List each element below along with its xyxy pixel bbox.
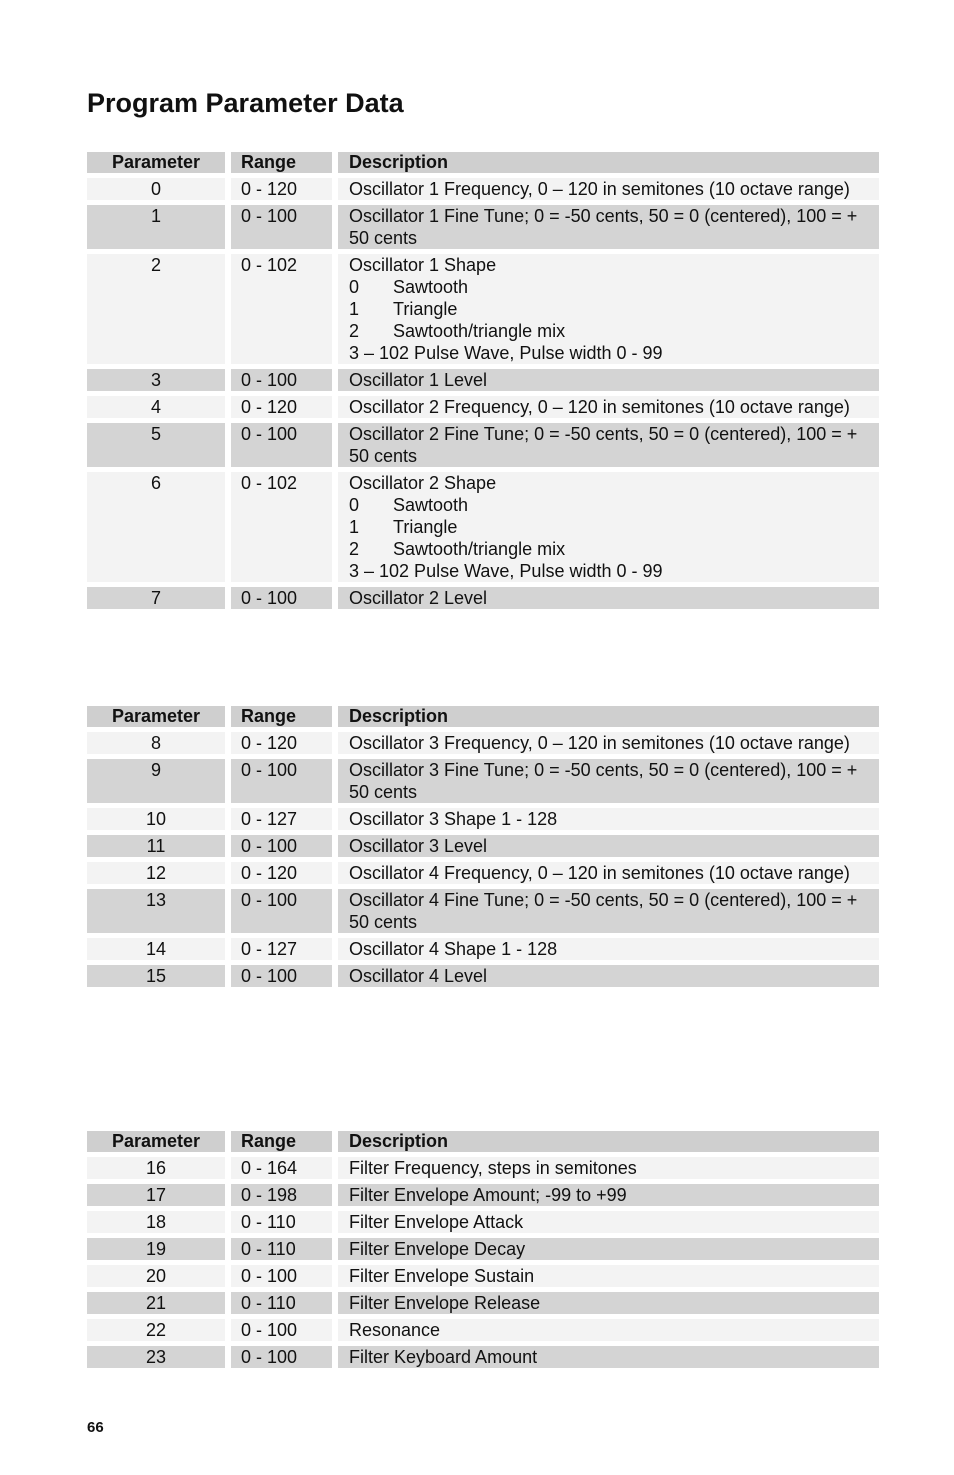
parameter-description: [338, 396, 879, 418]
parameter-number: 23: [87, 1346, 225, 1368]
parameter-range: 0 - 100: [231, 965, 332, 987]
shape-option-value: 2: [349, 539, 360, 559]
parameter-description: [338, 1157, 879, 1179]
table-row: [87, 889, 879, 933]
parameter-range: 0 - 198: [231, 1184, 332, 1206]
table-row: [87, 1292, 879, 1314]
parameter-range: 0 - 100: [231, 889, 332, 933]
shape-option-value: 2: [349, 321, 360, 341]
parameter-range: 0 - 127: [231, 808, 332, 830]
description-text: Oscillator 2 Level: [349, 588, 488, 608]
parameter-description: [338, 808, 879, 830]
parameter-number: 0: [87, 178, 225, 200]
table-row: [87, 835, 879, 857]
description-text: Oscillator 1 Fine Tune; 0 = -50 cents, 50 = 0 (centered), 100 = + 50 cents: [349, 206, 858, 248]
description-text: Oscillator 3 Shape 1 - 128: [349, 809, 558, 829]
header-description: Description: [338, 706, 879, 727]
parameter-range: 0 - 100: [231, 369, 332, 391]
parameter-description: [338, 1211, 879, 1233]
parameter-number: 16: [87, 1157, 225, 1179]
table-row: [87, 587, 879, 609]
parameter-number: 4: [87, 396, 225, 418]
table-row: [87, 396, 879, 418]
parameter-description: [338, 472, 879, 582]
parameter-range: 0 - 100: [231, 759, 332, 803]
parameter-range: 0 - 110: [231, 1292, 332, 1314]
parameter-description: [338, 862, 879, 884]
parameter-number: 17: [87, 1184, 225, 1206]
parameter-range: 0 - 100: [231, 1265, 332, 1287]
page-number: 66: [87, 1419, 104, 1436]
shape-option: [349, 298, 871, 320]
shape-option: [349, 516, 871, 538]
parameter-description: [338, 1346, 879, 1368]
parameter-number: 21: [87, 1292, 225, 1314]
parameter-description: [338, 423, 879, 467]
parameter-range: 0 - 164: [231, 1157, 332, 1179]
table-header-row: [87, 706, 879, 727]
description-text: Filter Envelope Amount; -99 to +99: [349, 1185, 627, 1205]
parameter-number: 6: [87, 472, 225, 582]
table-row: [87, 178, 879, 200]
shape-option-range: 3 – 102 Pulse Wave, Pulse width 0 - 99: [349, 561, 663, 581]
parameter-range: 0 - 100: [231, 835, 332, 857]
shape-option: [349, 538, 871, 560]
parameter-description: [338, 965, 879, 987]
table-row: [87, 1238, 879, 1260]
table-row: [87, 965, 879, 987]
parameter-description: [338, 254, 879, 364]
parameter-range: 0 - 100: [231, 1346, 332, 1368]
parameter-range: 0 - 100: [231, 587, 332, 609]
table-row: [87, 205, 879, 249]
table-row: [87, 1157, 879, 1179]
parameter-description: [338, 835, 879, 857]
header-parameter: Parameter: [87, 706, 225, 727]
shape-option-label: Sawtooth: [393, 277, 469, 297]
parameter-description: [338, 938, 879, 960]
header-parameter: Parameter: [87, 1131, 225, 1152]
parameter-number: 9: [87, 759, 225, 803]
shape-option-range: 3 – 102 Pulse Wave, Pulse width 0 - 99: [349, 343, 663, 363]
parameter-description: [338, 1238, 879, 1260]
parameter-number: 1: [87, 205, 225, 249]
parameter-range: 0 - 100: [231, 423, 332, 467]
parameter-range: 0 - 110: [231, 1211, 332, 1233]
table-row: [87, 423, 879, 467]
parameter-number: 19: [87, 1238, 225, 1260]
description-text: Oscillator 4 Fine Tune; 0 = -50 cents, 50 = 0 (centered), 100 = + 50 cents: [349, 890, 858, 932]
table-row: [87, 1346, 879, 1368]
parameter-description: [338, 759, 879, 803]
description-text: Oscillator 3 Level: [349, 836, 488, 856]
shape-option: [349, 276, 871, 298]
description-text: Filter Envelope Sustain: [349, 1266, 535, 1286]
parameter-range: 0 - 127: [231, 938, 332, 960]
description-text: Filter Frequency, steps in semitones: [349, 1158, 637, 1178]
parameter-number: 18: [87, 1211, 225, 1233]
header-parameter: Parameter: [87, 152, 225, 173]
shape-option-value: 0: [349, 495, 360, 515]
parameter-number: 15: [87, 965, 225, 987]
shape-option-value: 1: [349, 517, 360, 537]
parameter-description: [338, 1319, 879, 1341]
description-text: Filter Envelope Decay: [349, 1239, 526, 1259]
parameter-number: 22: [87, 1319, 225, 1341]
parameter-number: 14: [87, 938, 225, 960]
shape-option-value: 0: [349, 277, 360, 297]
parameter-description: [338, 1184, 879, 1206]
table-row: [87, 759, 879, 803]
table-row: [87, 938, 879, 960]
table-row: [87, 254, 879, 364]
parameter-range: 0 - 120: [231, 732, 332, 754]
table-row: [87, 369, 879, 391]
parameter-range: 0 - 100: [231, 205, 332, 249]
parameter-number: 8: [87, 732, 225, 754]
description-text: Filter Keyboard Amount: [349, 1347, 538, 1367]
shape-option: [349, 320, 871, 342]
table-row: [87, 732, 879, 754]
header-range: Range: [231, 706, 332, 727]
description-text: Oscillator 1 Frequency, 0 – 120 in semitones (10 octave range): [349, 179, 850, 199]
table-row: [87, 1184, 879, 1206]
table-row: [87, 1319, 879, 1341]
parameter-description: [338, 889, 879, 933]
parameter-description: [338, 369, 879, 391]
parameter-table: [87, 701, 879, 992]
shape-option-label: Triangle: [393, 517, 458, 537]
description-text: Oscillator 2 Frequency, 0 – 120 in semitones (10 octave range): [349, 397, 850, 417]
table-header-row: [87, 152, 879, 173]
parameter-description: [338, 178, 879, 200]
shape-option-label: Sawtooth/triangle mix: [393, 321, 566, 341]
parameter-description: [338, 1265, 879, 1287]
parameter-description: [338, 587, 879, 609]
description-text: Resonance: [349, 1320, 441, 1340]
description-text: Oscillator 4 Shape 1 - 128: [349, 939, 558, 959]
shape-option-label: Triangle: [393, 299, 458, 319]
parameter-table: [87, 1126, 879, 1373]
parameter-range: 0 - 102: [231, 254, 332, 364]
parameter-description: [338, 205, 879, 249]
table-row: [87, 1211, 879, 1233]
parameter-number: 11: [87, 835, 225, 857]
description-text: Oscillator 3 Fine Tune; 0 = -50 cents, 50 = 0 (centered), 100 = + 50 cents: [349, 760, 858, 802]
description-text: Filter Envelope Release: [349, 1293, 541, 1313]
parameter-number: 7: [87, 587, 225, 609]
parameter-number: 3: [87, 369, 225, 391]
parameter-range: 0 - 120: [231, 862, 332, 884]
description-text: Oscillator 4 Frequency, 0 – 120 in semitones (10 octave range): [349, 863, 850, 883]
table-header-row: [87, 1131, 879, 1152]
description-text: Oscillator 1 Level: [349, 370, 488, 390]
description-text: Filter Envelope Attack: [349, 1212, 524, 1232]
description-text: Oscillator 3 Frequency, 0 – 120 in semitones (10 octave range): [349, 733, 850, 753]
parameter-range: 0 - 100: [231, 1319, 332, 1341]
table-row: [87, 1265, 879, 1287]
parameter-number: 12: [87, 862, 225, 884]
parameter-number: 13: [87, 889, 225, 933]
parameter-number: 5: [87, 423, 225, 467]
table-row: [87, 472, 879, 582]
parameter-range: 0 - 102: [231, 472, 332, 582]
parameter-number: 20: [87, 1265, 225, 1287]
shape-option-label: Sawtooth/triangle mix: [393, 539, 566, 559]
parameter-description: [338, 732, 879, 754]
description-text: Oscillator 4 Level: [349, 966, 488, 986]
parameter-range: 0 - 110: [231, 1238, 332, 1260]
parameter-range: 0 - 120: [231, 396, 332, 418]
header-range: Range: [231, 152, 332, 173]
header-range: Range: [231, 1131, 332, 1152]
parameter-range: 0 - 120: [231, 178, 332, 200]
description-text: Oscillator 1 Shape: [349, 255, 497, 275]
header-description: Description: [338, 1131, 879, 1152]
table-row: [87, 808, 879, 830]
parameter-description: [338, 1292, 879, 1314]
shape-option: [349, 494, 871, 516]
shape-option-value: 1: [349, 299, 360, 319]
table-row: [87, 862, 879, 884]
page-title: Program Parameter Data: [87, 88, 404, 118]
parameter-table: [87, 147, 879, 614]
description-text: Oscillator 2 Fine Tune; 0 = -50 cents, 50 = 0 (centered), 100 = + 50 cents: [349, 424, 858, 466]
header-description: Description: [338, 152, 879, 173]
shape-option-label: Sawtooth: [393, 495, 469, 515]
parameter-number: 2: [87, 254, 225, 364]
description-text: Oscillator 2 Shape: [349, 473, 497, 493]
parameter-number: 10: [87, 808, 225, 830]
